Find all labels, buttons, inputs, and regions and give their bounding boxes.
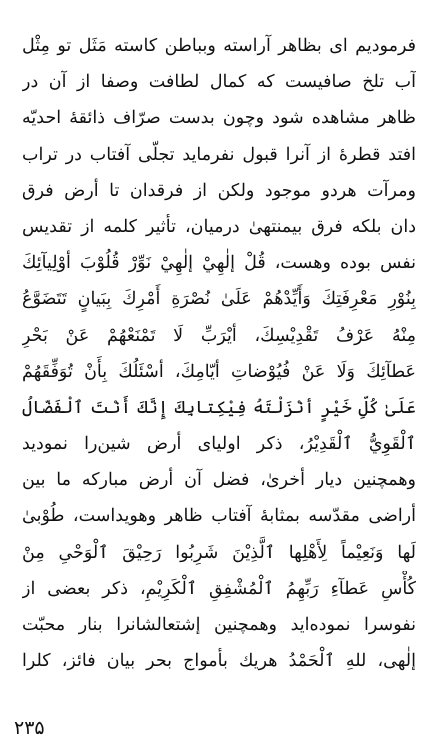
text-line: افتد قطرهٔ از آنرا قبول نفرمايد تجلّى آفتاب در تراب bbox=[22, 144, 416, 165]
text-line: كُأْسِ عَطآءِ رَبِّهِمُ ٱلْمُشْفِقِ ٱلْكَرِيْمِ، ذكر بعضى از bbox=[22, 578, 416, 599]
text-line: ٱلْقَوِيُّ ٱلْقَدِيْرُ، ذكر اولياى أرض شين‌را نموديد bbox=[22, 434, 416, 455]
text-line: ظاهر مشاهده شود وچون بدست صرّاف ذائقهٔ احديّه bbox=[22, 108, 416, 129]
text-line: نفوسرا نموده‌ايد وهمچنين إشتعالشانرا بنار محبّت bbox=[22, 615, 416, 635]
text-line: فرموديم اى بظاهر آراسته وبباطن كاسته مَثَل تو مِثْل bbox=[22, 36, 416, 56]
text-line: مِنْهُ عَرْفُ تَقْدِيْسِكَ، أيْرَبِّ لَا تَمْنَعْهُمْ عَنْ بَحْرِ bbox=[22, 325, 416, 346]
text-line: بِنُوْرِ مَعْرِفَتِكَ وَأَيِّدْهُمْ عَلَىٰ نُصْرَةِ أَمْرِكَ بِبَيانٍ تَتَضَوَّعُ bbox=[22, 289, 416, 310]
text-line: وهمچنين ديار أخرىٰ، فضل آن أرض مباركه ما بين bbox=[22, 470, 416, 491]
text-line: عَلَىٰ كُلِّ خَيْرٍ أنْزَلْتَهُ فِيْكِتابِكَ إِنَّكَ أَنْتَ ٱلْفَضّالُ bbox=[22, 397, 416, 418]
text-line: دان بلكه فرق بيمنتهىٰ درميان، تأثير كلمه از تقديس bbox=[22, 216, 416, 237]
text-line: ومرآت هردو موجود ولكن از فرقدان تا أرض فرق bbox=[22, 180, 416, 201]
text-line: آب تلخ صافيست كه كمال لطافت وصفا از آن در bbox=[22, 72, 416, 93]
text-line: نفس بوده وهست، قُلْ إلٰهِيْ إلٰهِيْ نَوِّرْ قُلُوْبَ أوْلِيآئِكَ bbox=[22, 253, 416, 274]
text-line: عَطآئِكَ وَلَا عَنْ فُيُوْضاتِ أيّامِكَ، أسْئَلُكَ بِأَنْ تُوَفِّقَهُمْ bbox=[22, 361, 416, 382]
text-line: إلٰهى، للهِ ٱلْحَمْدُ هريك بأمواج بحر بيان فائز، كلرا bbox=[22, 651, 416, 672]
text-line: أراضى مقدّسه بمثابهٔ آفتاب ظاهر وهويداست، طُوْبىٰ bbox=[22, 506, 416, 527]
text-line: لَها وَنَعِيْماً لِأَهْلِها ٱلَّذِيْنَ شَرِبُوا رَحِيْقَ ٱلْوَحْىِ مِنْ bbox=[22, 542, 416, 563]
body-text bbox=[22, 28, 416, 679]
page-number: ۲۳۵ bbox=[14, 717, 45, 739]
